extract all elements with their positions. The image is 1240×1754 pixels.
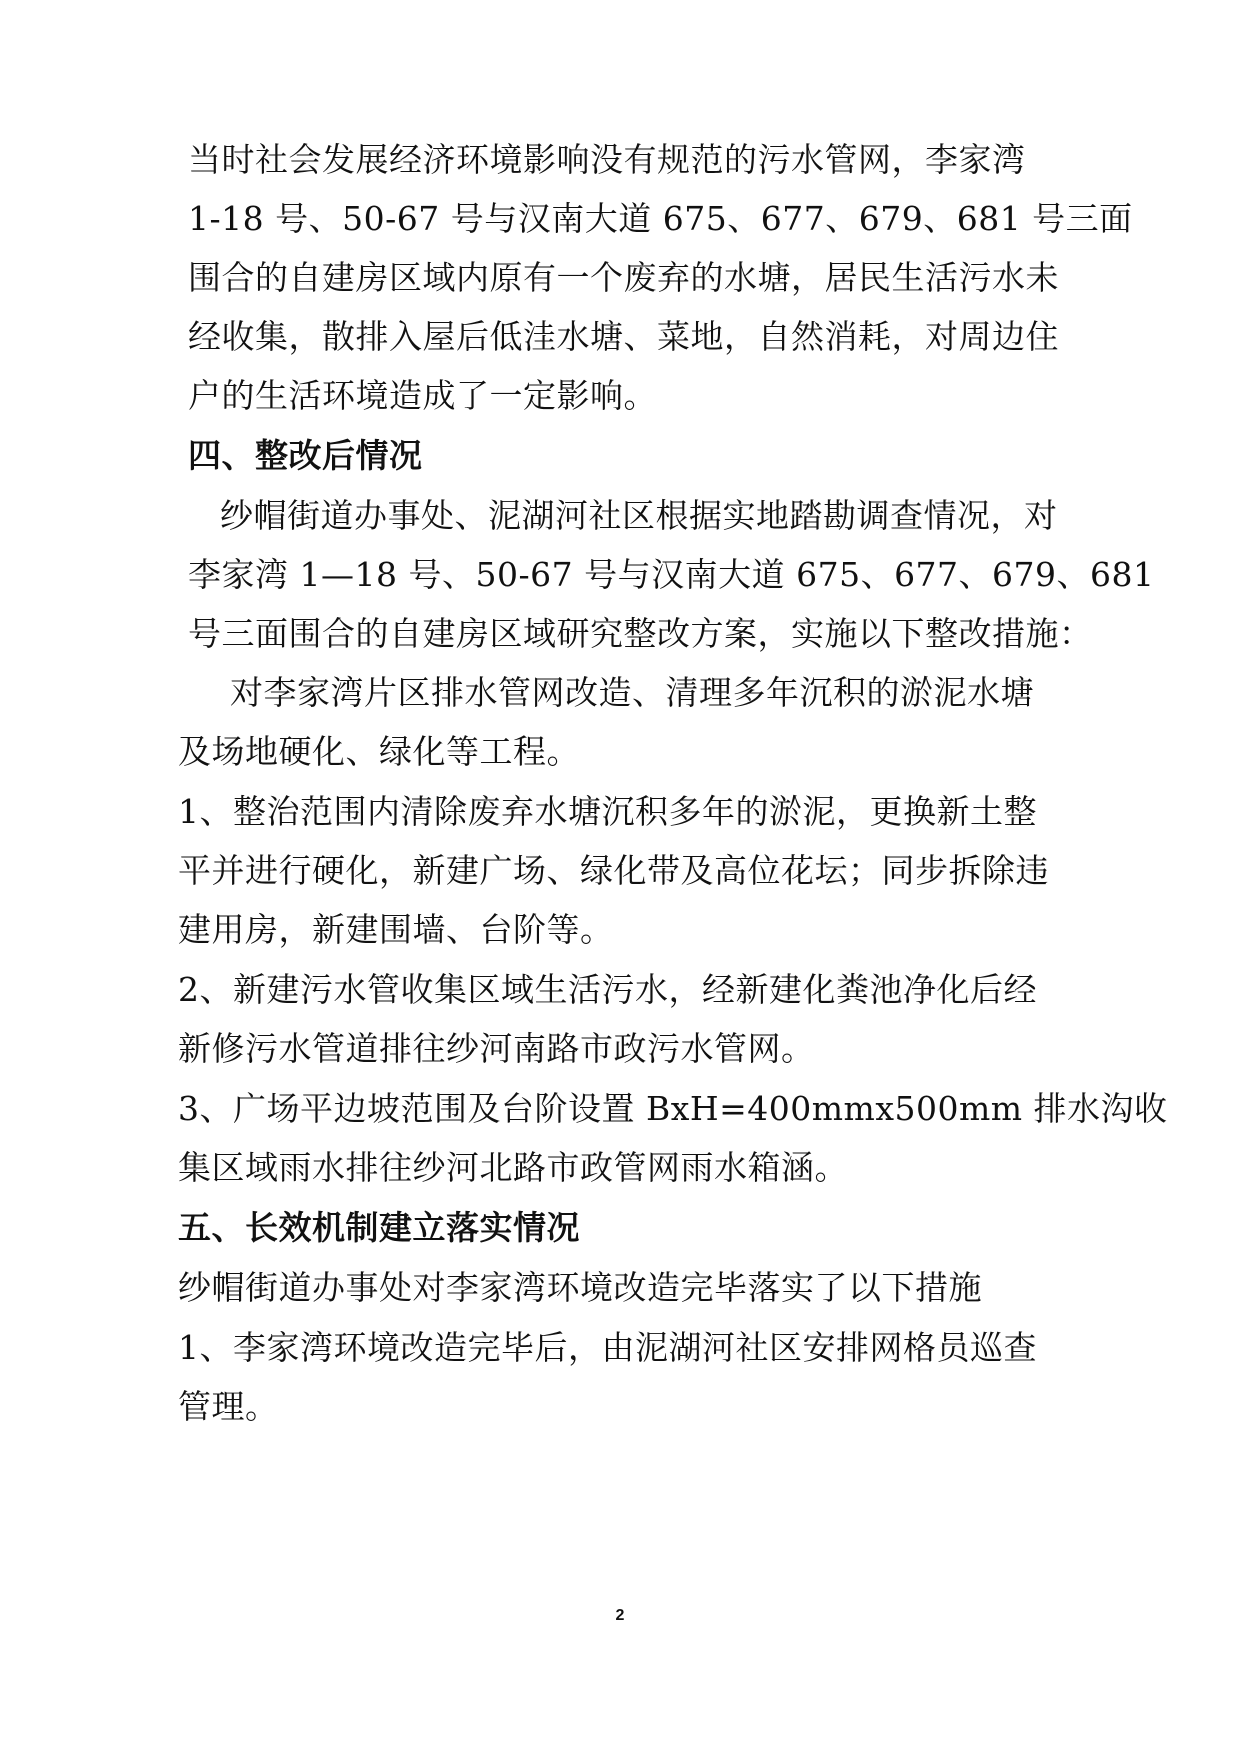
list-item-3-cont: 集区域雨水排往纱河北路市政管网雨水箱涵。 (178, 1148, 848, 1187)
paragraph-line: 纱帽街道办事处对李家湾环境改造完毕落实了以下措施 (178, 1268, 982, 1307)
section-heading-5: 五、长效机制建立落实情况 (178, 1208, 580, 1247)
paragraph-line: 1-18 号、50-67 号与汉南大道 675、677、679、681 号三面 (188, 199, 1133, 238)
list-item-1: 1、整治范围内清除废弃水塘沉积多年的淤泥，更换新土整 (178, 792, 1037, 831)
list-item-2: 2、新建污水管收集区域生活污水，经新建化粪池净化后经 (178, 970, 1037, 1009)
list-item-1-cont: 平并进行硬化，新建广场、绿化带及高位花坛；同步拆除违 (178, 851, 1049, 890)
paragraph-line: 围合的自建房区域内原有一个废弃的水塘，居民生活污水未 (188, 258, 1059, 297)
paragraph-line: 经收集，散排入屋后低洼水塘、菜地，自然消耗，对周边住 (188, 317, 1059, 356)
list-item-1-cont: 建用房，新建围墙、台阶等。 (178, 910, 614, 949)
list-item-2-cont: 新修污水管道排往纱河南路市政污水管网。 (178, 1029, 815, 1068)
paragraph-line: 对李家湾片区排水管网改造、清理多年沉积的淤泥水塘 (230, 673, 1034, 712)
paragraph-line: 及场地硬化、绿化等工程。 (178, 732, 580, 771)
page-number: 2 (615, 1607, 625, 1624)
paragraph-line: 李家湾 1—18 号、50-67 号与汉南大道 675、677、679、681 (188, 555, 1155, 594)
list-item-1: 1、李家湾环境改造完毕后，由泥湖河社区安排网格员巡查 (178, 1328, 1037, 1367)
paragraph-line: 纱帽街道办事处、泥湖河社区根据实地踏勘调查情况，对 (220, 496, 1058, 535)
paragraph-line: 当时社会发展经济环境影响没有规范的污水管网，李家湾 (188, 140, 1026, 179)
section-heading-4: 四、整改后情况 (188, 436, 423, 475)
list-item-3: 3、广场平边坡范围及台阶设置 BxH=400mmx500mm 排水沟收 (178, 1089, 1168, 1128)
paragraph-line: 户的生活环境造成了一定影响。 (188, 376, 657, 415)
paragraph-line: 号三面围合的自建房区域研究整改方案，实施以下整改措施： (188, 614, 1093, 653)
list-item-1-cont: 管理。 (178, 1387, 279, 1426)
